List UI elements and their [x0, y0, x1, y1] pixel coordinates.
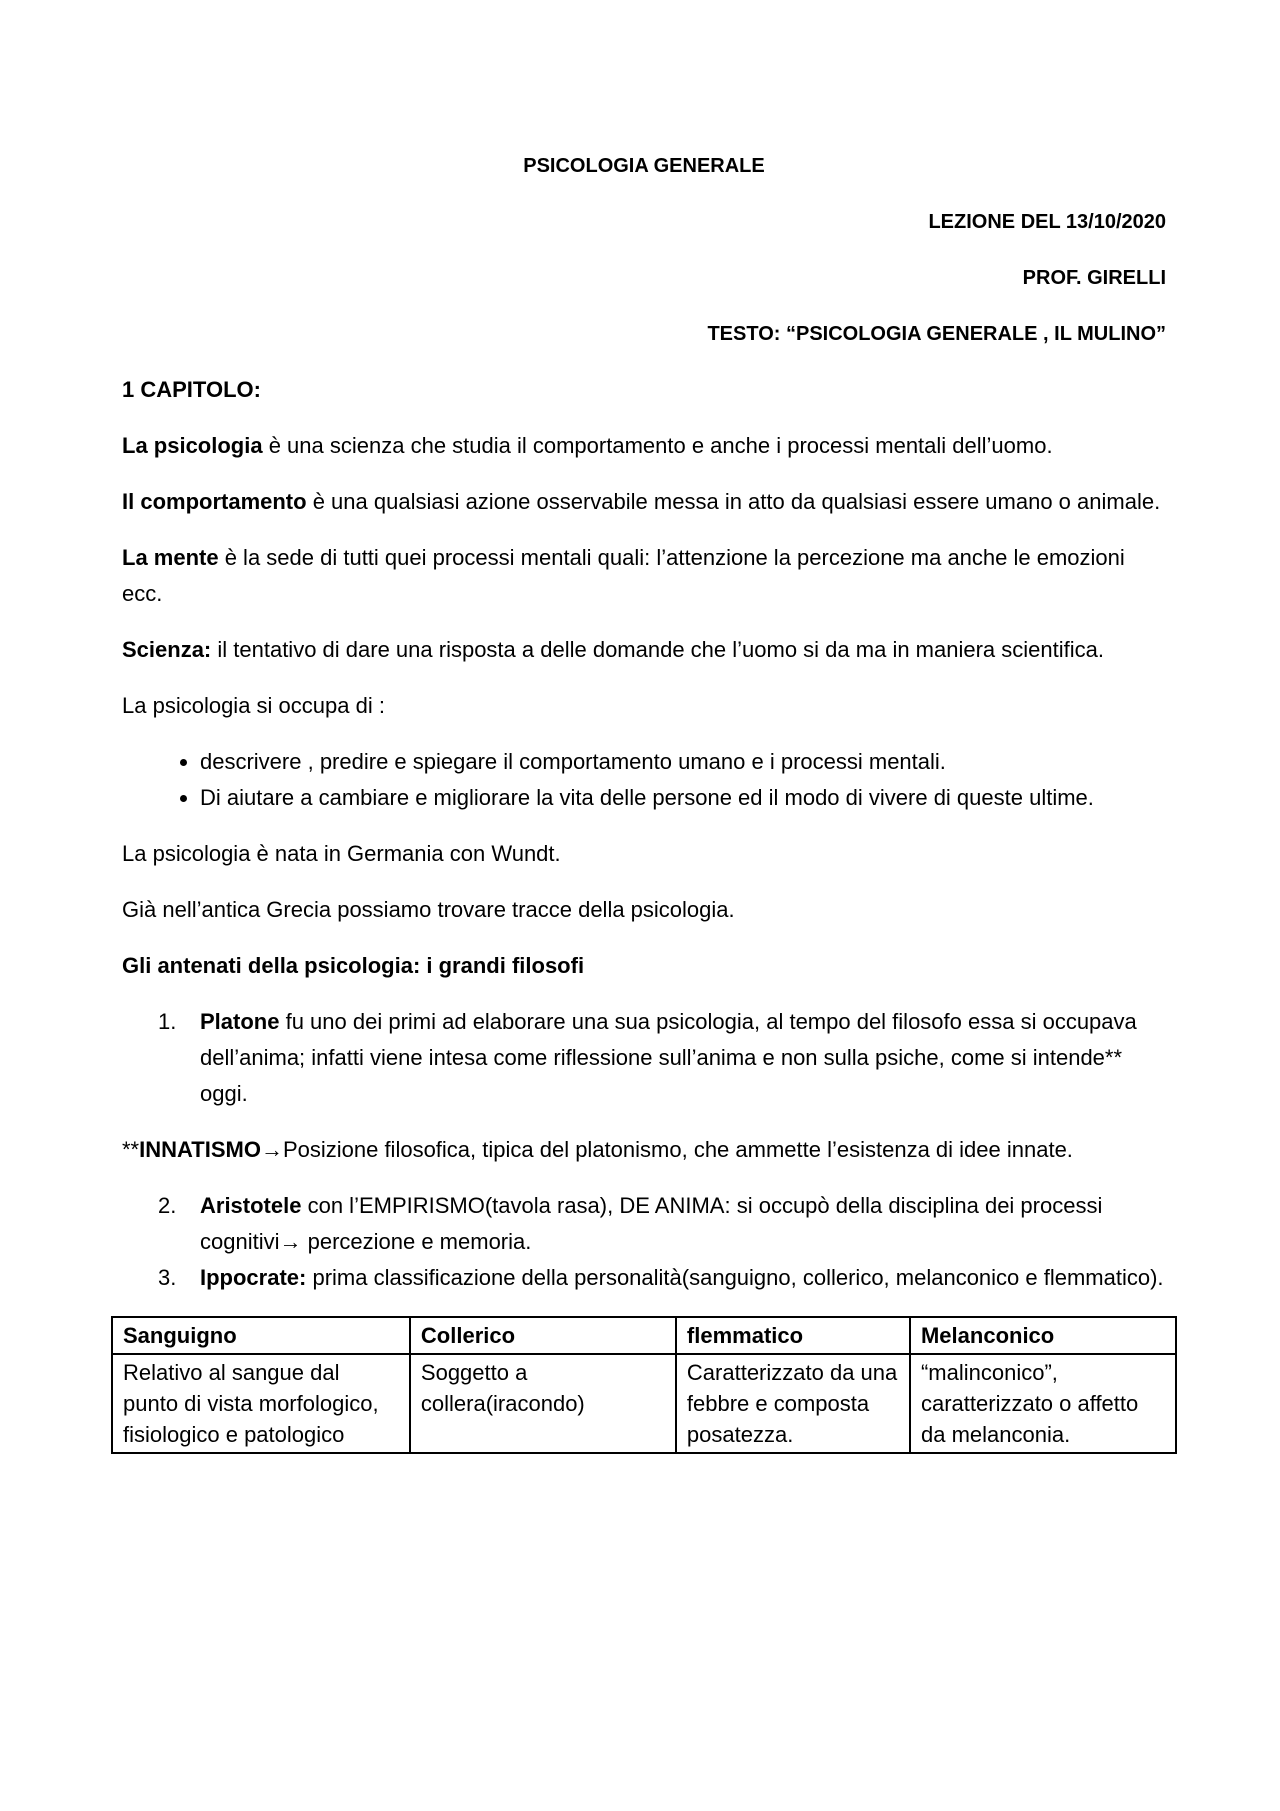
textbook-reference: TESTO: “PSICOLOGIA GENERALE , IL MULINO”: [707, 323, 1166, 345]
table-header-cell: Collerico: [410, 1317, 676, 1354]
table-cell: “malinconico”, caratterizzato o affetto da melanconia.: [910, 1354, 1176, 1453]
list-item-ippocrate: [158, 1260, 1166, 1296]
table-header-row: [112, 1317, 1176, 1354]
philosopher-text: con l’EMPIRISMO(tavola rasa), DE ANIMA: si occupò della disciplina dei processi cognitivi: [200, 1193, 1103, 1254]
table-cell: Caratterizzato da una febbre e composta posatezza.: [676, 1354, 910, 1453]
table-row: [112, 1354, 1176, 1453]
philosopher-text: prima classificazione della personalità(sanguigno, collerico, melanconico e flemmatico).: [306, 1265, 1164, 1290]
lesson-date: LEZIONE DEL 13/10/2020: [928, 211, 1166, 233]
philosopher-name: Aristotele: [200, 1193, 302, 1218]
arrow-right-icon: →: [260, 1137, 283, 1162]
document-content: [122, 148, 1166, 1454]
definition-mente: [122, 540, 1166, 612]
list-number: 3.: [158, 1265, 177, 1290]
list-item-aristotele: [158, 1188, 1166, 1260]
paragraph-grecia: Già nell’antica Grecia possiamo trovare tracce della psicologia.: [122, 897, 735, 922]
philosopher-name: Platone: [200, 1009, 280, 1034]
definition-text: è una qualsiasi azione osservabile messa in atto da qualsiasi essere umano o animale.: [306, 489, 1161, 514]
table-cell: Soggetto a collera(iracondo): [410, 1354, 676, 1453]
philosophers-list-1: [122, 1004, 1166, 1112]
document-title: PSICOLOGIA GENERALE: [523, 155, 765, 177]
philosopher-text: fu uno dei primi ad elaborare una sua psicologia, al tempo del filosofo essa si occupava dell’anima; infatti viene intesa come riflessione sull’anima e non sulla psiche, come si intende** oggi.: [200, 1009, 1137, 1106]
occupa-intro: La psicologia si occupa di :: [122, 693, 385, 718]
temperaments-table: [111, 1316, 1177, 1454]
table-header-cell: Sanguigno: [112, 1317, 410, 1354]
list-item: • Di aiutare a cambiare e migliorare la vita delle persone ed il modo di vivere di queste ultime.: [200, 780, 1166, 816]
definition-scienza: [122, 632, 1166, 668]
philosophers-list-2: [122, 1188, 1166, 1296]
definition-term: La psicologia: [122, 433, 263, 458]
list-item-platone: [158, 1004, 1166, 1112]
arrow-right-icon: →: [279, 1229, 302, 1254]
definition-term: La mente: [122, 545, 219, 570]
table-header-cell: Melanconico: [910, 1317, 1176, 1354]
definition-text: è la sede di tutti quei processi mentali quali: l’attenzione la percezione ma anche le emozioni ecc.: [122, 545, 1125, 606]
philosopher-name: Ippocrate:: [200, 1265, 307, 1290]
innatismo-note: **INNATISMO→Posizione filosofica, tipica del platonismo, che ammette l’esistenza di idee innate.: [122, 1137, 1073, 1162]
antenati-heading: Gli antenati della psicologia: i grandi filosofi: [122, 953, 585, 978]
list-item: • descrivere , predire e spiegare il comportamento umano e i processi mentali.: [200, 744, 1166, 780]
chapter-heading: 1 CAPITOLO:: [122, 377, 261, 402]
list-number: 1.: [158, 1009, 177, 1034]
occupa-list: [122, 744, 1166, 816]
definition-psicologia: [122, 428, 1166, 464]
definition-term: Il comportamento: [122, 489, 307, 514]
definition-text: il tentativo di dare una risposta a delle domande che l’uomo si da ma in maniera scientifica.: [211, 637, 1104, 662]
table-cell: Relativo al sangue dal punto di vista morfologico, fisiologico e patologico: [112, 1354, 410, 1453]
list-number: 2.: [158, 1193, 177, 1218]
table-header-cell: flemmatico: [676, 1317, 910, 1354]
definition-comportamento: [122, 484, 1166, 520]
definition-text: è una scienza che studia il comportamento e anche i processi mentali dell’uomo.: [262, 433, 1053, 458]
paragraph-nata: La psicologia è nata in Germania con Wundt.: [122, 841, 561, 866]
definition-term: Scienza:: [122, 637, 212, 662]
philosopher-text-continued: percezione e memoria.: [301, 1229, 532, 1254]
professor-name: PROF. GIRELLI: [1022, 267, 1166, 289]
